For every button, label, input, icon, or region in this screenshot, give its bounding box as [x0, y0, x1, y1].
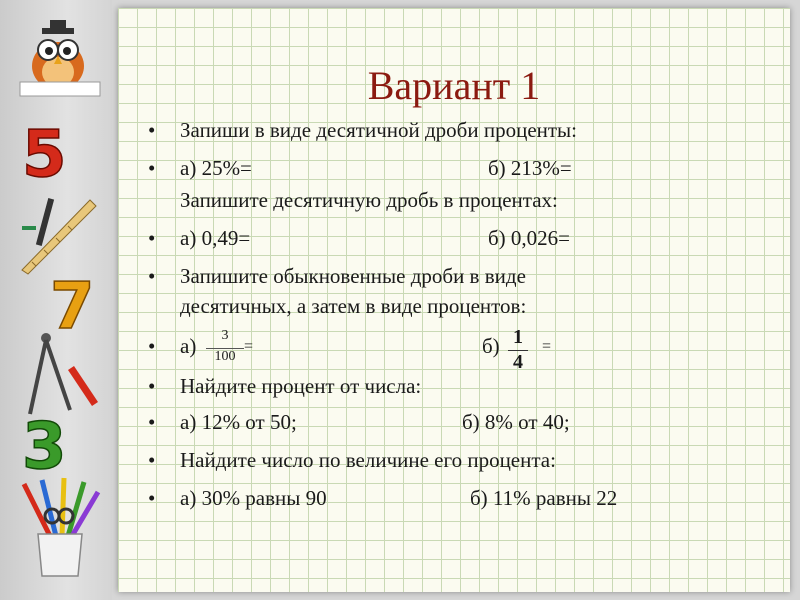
item-a: а) 25%=: [180, 156, 252, 180]
ruler-pencil-icon: [10, 186, 100, 276]
item-a: а) 12% от 50;: [180, 410, 297, 434]
equals-a: =: [244, 338, 254, 355]
item-b: б) 0,026=: [488, 226, 571, 250]
list-item: [148, 326, 768, 374]
digit-five-label: 5: [22, 118, 67, 184]
decorative-sidebar: [0, 0, 112, 600]
digit-three-icon: [16, 410, 76, 476]
item-b: б) 11% равны 22: [470, 486, 618, 510]
compass-icon: [14, 326, 104, 418]
owl-icon: [14, 18, 106, 98]
digit-five-icon: [16, 118, 76, 184]
bullet: •: [148, 156, 156, 180]
item-b: б) 213%=: [488, 156, 572, 180]
digit-three-label: 3: [22, 410, 67, 476]
item-text: Запиши в виде десятичной дроби проценты:: [180, 118, 578, 142]
item-text: Найдите число по величине его процента:: [180, 448, 556, 472]
bullet: •: [148, 448, 156, 472]
bullet: •: [148, 118, 156, 142]
item-b: б): [482, 334, 500, 358]
pencil-cup-icon: [12, 476, 104, 580]
fraction-b-numerator: 1: [513, 326, 523, 348]
bullet: •: [148, 374, 156, 398]
digit-seven-label: 7: [50, 270, 95, 336]
bullet: •: [148, 410, 156, 434]
fraction-a-denominator: 100: [206, 348, 244, 365]
item-b: б) 8% от 40;: [462, 410, 570, 434]
item-text: Запишите десятичную дробь в процентах:: [180, 188, 558, 212]
item-text: Запишите обыкновенные дроби в виде: [180, 264, 526, 288]
item-a: а) 30% равны 90: [180, 486, 327, 510]
bullet: •: [148, 486, 156, 510]
item-a: а): [180, 334, 197, 358]
bullet: •: [148, 334, 156, 358]
bullet: •: [148, 264, 156, 288]
bullet: •: [148, 226, 156, 250]
item-text: Найдите процент от числа:: [180, 374, 422, 398]
slide-title: Вариант 1: [367, 63, 541, 108]
equals-b: =: [542, 338, 552, 355]
fraction-a-numerator: 3: [221, 328, 229, 343]
fraction-b-denominator: 4: [508, 350, 528, 373]
item-a: а) 0,49=: [180, 226, 251, 250]
item-text: десятичных, а затем в виде процентов:: [180, 294, 527, 318]
